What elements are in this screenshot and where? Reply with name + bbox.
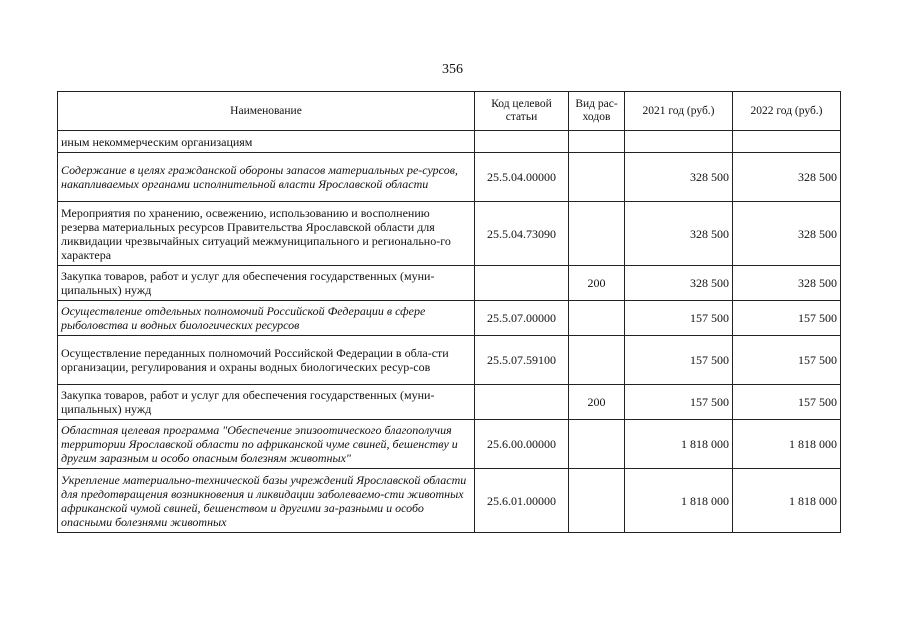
cell-name: иным некоммерческим организациям [58, 131, 475, 153]
header-name: Наименование [58, 92, 475, 131]
cell-type [569, 202, 625, 266]
table-header-row [58, 92, 841, 131]
header-type: Вид рас-ходов [569, 92, 625, 131]
table-row [58, 469, 841, 533]
budget-table [57, 91, 841, 533]
cell-2021: 1 818 000 [625, 469, 733, 533]
cell-2022: 157 500 [733, 336, 841, 385]
cell-type [569, 420, 625, 469]
header-2021: 2021 год (руб.) [625, 92, 733, 131]
table-row [58, 202, 841, 266]
cell-2021 [625, 131, 733, 153]
cell-2021: 328 500 [625, 266, 733, 301]
cell-type: 200 [569, 266, 625, 301]
cell-code: 25.5.07.59100 [475, 336, 569, 385]
cell-code [475, 266, 569, 301]
cell-code: 25.5.04.73090 [475, 202, 569, 266]
cell-type: 200 [569, 385, 625, 420]
cell-2022: 157 500 [733, 385, 841, 420]
cell-2021: 1 818 000 [625, 420, 733, 469]
table-row [58, 131, 841, 153]
page-number: 356 [442, 62, 463, 77]
cell-name: Закупка товаров, работ и услуг для обеспечения государственных (муни-ципальных) нужд [58, 266, 475, 301]
cell-code: 25.5.04.00000 [475, 153, 569, 202]
table-row [58, 153, 841, 202]
cell-2022: 157 500 [733, 301, 841, 336]
cell-2022: 1 818 000 [733, 469, 841, 533]
cell-2022: 328 500 [733, 202, 841, 266]
cell-name: Мероприятия по хранению, освежению, использованию и восполнению резерва материальных ресурсов Правительства Ярославской области для ликвидации чрезвычайных ситуаций межмуниципального и регионально-го характера [58, 202, 475, 266]
cell-code: 25.6.01.00000 [475, 469, 569, 533]
cell-name: Закупка товаров, работ и услуг для обеспечения государственных (муни-ципальных) нужд [58, 385, 475, 420]
cell-2022: 328 500 [733, 266, 841, 301]
header-code: Код целевой статьи [475, 92, 569, 131]
cell-2022: 1 818 000 [733, 420, 841, 469]
cell-type [569, 336, 625, 385]
cell-2021: 157 500 [625, 336, 733, 385]
cell-code: 25.5.07.00000 [475, 301, 569, 336]
cell-type [569, 301, 625, 336]
cell-code [475, 131, 569, 153]
cell-type [569, 153, 625, 202]
cell-name: Осуществление переданных полномочий Российской Федерации в обла-сти организации, регулирования и охраны водных биологических ресур-сов [58, 336, 475, 385]
cell-2021: 157 500 [625, 301, 733, 336]
table-row [58, 301, 841, 336]
table-row [58, 420, 841, 469]
cell-name: Осуществление отдельных полномочий Российской Федерации в сфере рыболовства и водных биологических ресурсов [58, 301, 475, 336]
table-row [58, 266, 841, 301]
cell-2021: 328 500 [625, 153, 733, 202]
cell-code: 25.6.00.00000 [475, 420, 569, 469]
cell-2021: 328 500 [625, 202, 733, 266]
cell-name: Областная целевая программа "Обеспечение эпизоотического благополучия территории Ярославской области по африканской чуме свиней, бешенству и другим заразным и особо опасным болезням животных" [58, 420, 475, 469]
cell-type [569, 131, 625, 153]
cell-code [475, 385, 569, 420]
cell-2022: 328 500 [733, 153, 841, 202]
cell-name: Укрепление материально-технической базы учреждений Ярославской области для предотвращения возникновения и ликвидации заболеваемо-сти животных африканской чумой свиней, бешенством и другими за-разными и особо опасными болезнями животных [58, 469, 475, 533]
header-2022: 2022 год (руб.) [733, 92, 841, 131]
table-row [58, 336, 841, 385]
cell-type [569, 469, 625, 533]
cell-2022 [733, 131, 841, 153]
table-row [58, 385, 841, 420]
cell-2021: 157 500 [625, 385, 733, 420]
cell-name: Содержание в целях гражданской обороны запасов материальных ре-сурсов, накапливаемых органами исполнительной власти Ярославской области [58, 153, 475, 202]
